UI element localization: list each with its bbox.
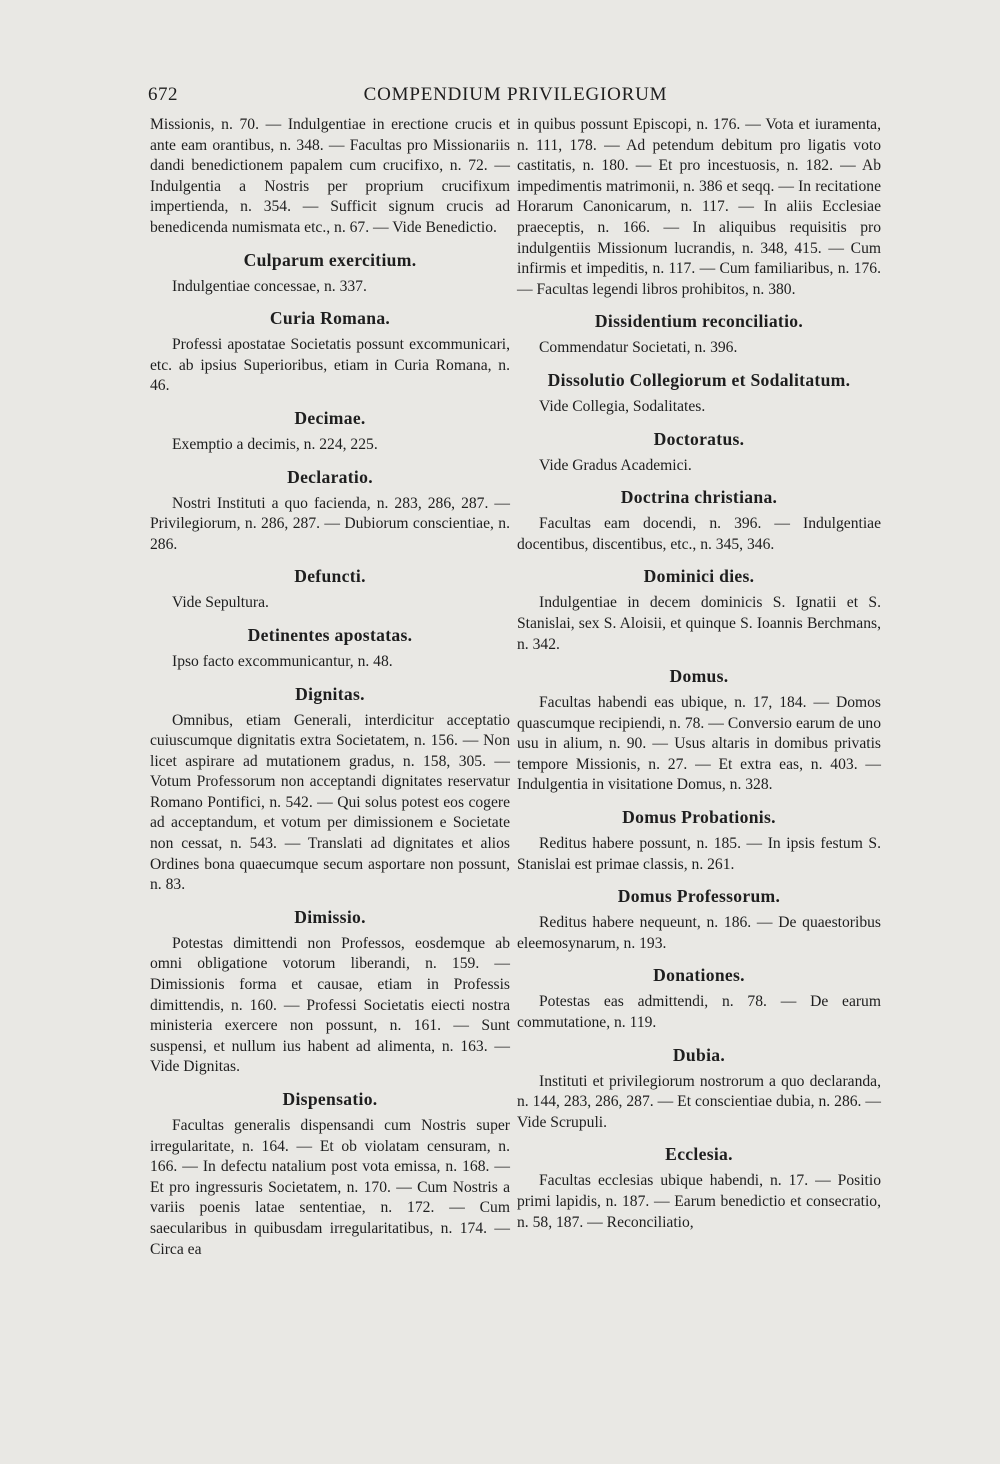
entry-heading: Donationes.: [653, 965, 745, 986]
entry-heading: Domus Probationis.: [622, 807, 776, 828]
running-title: COMPENDIUM PRIVILEGIORUM: [363, 84, 668, 105]
entry-heading: Doctrina christiana.: [620, 487, 778, 508]
entry-heading: Dimissio.: [294, 906, 366, 927]
entry-text: Facultas habendi eas ubique, n. 17, 184. — Domos quascumque recipiendi, n. 78. — Conversio earum de uno usu in alium, n. 90. — Usus altaris in domibus privatis tempore Missionis, n. 27. — Et extra eas, n. 403. — Indulgentia in visitatione Domus, n. 328.: [517, 694, 881, 794]
entry-heading: Culparum exercitium.: [243, 249, 417, 270]
entry-text: Reditus habere possunt, n. 185. — In ipsis festum S. Stanislai est primae classis, n. 261.: [517, 835, 881, 873]
entry-text: Vide Sepultura.: [172, 594, 269, 612]
entry-text: Exemptio a decimis, n. 224, 225.: [172, 435, 378, 453]
entry-heading: Defuncti.: [294, 566, 366, 587]
entry-heading: Dignitas.: [295, 683, 365, 704]
entry-text: Facultas ecclesias ubique habendi, n. 17. — Positio primi lapidis, n. 187. — Earum benedictio et consecratio, n. 58, 187. — Reconciliatio,: [517, 1172, 881, 1231]
entry-text: Instituti et privilegiorum nostrorum a quo declaranda, n. 144, 283, 286, 287. — Et conscientiae dubia, n. 286. — Vide Scrupuli.: [517, 1072, 881, 1131]
entry-text: Vide Collegia, Sodalitates.: [539, 397, 706, 415]
continuation-text: in quibus possunt Episcopi, n. 176. — Vota et iuramenta, n. 111, 178. — Ad petendum debitum pro ligatis voto castitatis, n. 180. — Et pro incestuosis, n. 182. — Ab impedimentis matrimonii, n. 386 et seqq. — In recitatione Horarum Canonicarum, n. 117. — In aliis Ecclesiae praeceptis, n. 166. — In aliquibus requisitis pro indulgentiis Missionum lucrandis, n. 348, 415. — Cum infirmis et impeditis, n. 117. — Cum familiaribus, n. 176. — Facultas legendi libros prohibitos, n. 380.: [517, 116, 881, 298]
page-number: 672: [148, 84, 178, 105]
left-column: [150, 115, 510, 1260]
entry-text: Facultas generalis dispensandi cum Nostris super irregularitate, n. 164. — Et ob violatam censuram, n. 166. — In defectu natalium post vota emissa, n. 168. — Et pro ingressuris Societatem, n. 170. — Cum Nostris a variis poenis latae sententiae, n. 172. — Cum saecularibus in quibusdam irregularitatibus, n. 174. — Circa ea: [150, 1117, 510, 1258]
entry-text: Indulgentiae in decem dominicis S. Ignatii et S. Stanislai, sex S. Aloisii, et quinque S. Ioannis Berchmans, n. 342.: [517, 594, 881, 653]
entry-text: Indulgentiae concessae, n. 337.: [172, 277, 367, 295]
entry-text: Commendatur Societati, n. 396.: [539, 339, 738, 357]
entry-text: Omnibus, etiam Generali, interdicitur acceptatio cuiuscumque dignitatis extra Societatem, n. 156. — Non licet aspirare ad mutationem gradus, n. 158, 305. — Votum Professorum non acceptandi dignitates reservatur Romano Pontifici, n. 542. — Qui solus potest eos cogere ad acceptandum, et votum per dimissionem e Societate non cessat, n. 543. — Translati ad dignitates et alios Ordines bona quaecumque secum asportare non possunt, n. 83.: [150, 711, 510, 894]
entry-heading: Decimae.: [294, 407, 366, 428]
entry-text: Potestas eas admittendi, n. 78. — De earum commutatione, n. 119.: [517, 993, 881, 1032]
entry-heading: Dissidentium reconciliatio.: [594, 311, 804, 332]
entry-heading: Declaratio.: [287, 466, 373, 487]
entry-text: Professi apostatae Societatis possunt excommunicari, etc. ab ipsius Superioribus, etiam in Curia Romana, n. 46.: [150, 336, 510, 395]
entry-text: Vide Gradus Academici.: [539, 456, 692, 474]
entry-heading: Ecclesia.: [665, 1144, 733, 1165]
entry-text: Reditus habere nequeunt, n. 186. — De quaestoribus eleemosynarum, n. 193.: [517, 914, 881, 952]
entry-heading: Domus.: [669, 666, 729, 687]
entry-text: Potestas dimittendi non Professos, eosdemque ab omni obligatione votorum liberandi, n. 159. — Dimissionis forma et causae, etiam in Professis dimittendis, n. 160. — Professi Societatis eiecti nostra ministeria exercere non possunt, n. 161. — Sunt suspensi, et nullum ius habent ad alimenta, n. 163. — Vide Dignitas.: [150, 934, 510, 1076]
entry-heading: Curia Romana.: [269, 308, 391, 329]
entry-heading: Dominici dies.: [643, 566, 755, 587]
entry-text: Facultas eam docendi, n. 396. — Indulgentiae docentibus, discentibus, etc., n. 345, 346.: [517, 515, 881, 553]
entry-text: Ipso facto excommunicantur, n. 48.: [172, 652, 393, 670]
entry-heading: Doctoratus.: [653, 428, 745, 449]
entry-heading: Dubia.: [672, 1044, 726, 1065]
entry-text: Nostri Instituti a quo facienda, n. 283, 286, 287. — Privilegiorum, n. 286, 287. — Dubiorum conscientiae, n. 286.: [150, 494, 510, 553]
page-header: [148, 84, 883, 114]
entry-heading: Dissolutio Collegiorum et Sodalitatum.: [547, 369, 851, 390]
continuation-text: Missionis, n. 70. — Indulgentiae in erectione crucis et ante eam orantibus, n. 348. — Facultas pro Missionariis dandi benedictionem papalem cum crucifixo, n. 72. — Indulgentia a Nostris per proprium crucifixum impertienda, n. 354. — Sufficit signum crucis ad benedicenda numismata etc., n. 67. — Vide Benedictio.: [150, 116, 510, 236]
right-column: [517, 115, 881, 1233]
entry-heading: Domus Professorum.: [617, 886, 781, 907]
entry-heading: Dispensatio.: [282, 1089, 378, 1109]
entry-heading: Detinentes apostatas.: [247, 624, 413, 645]
